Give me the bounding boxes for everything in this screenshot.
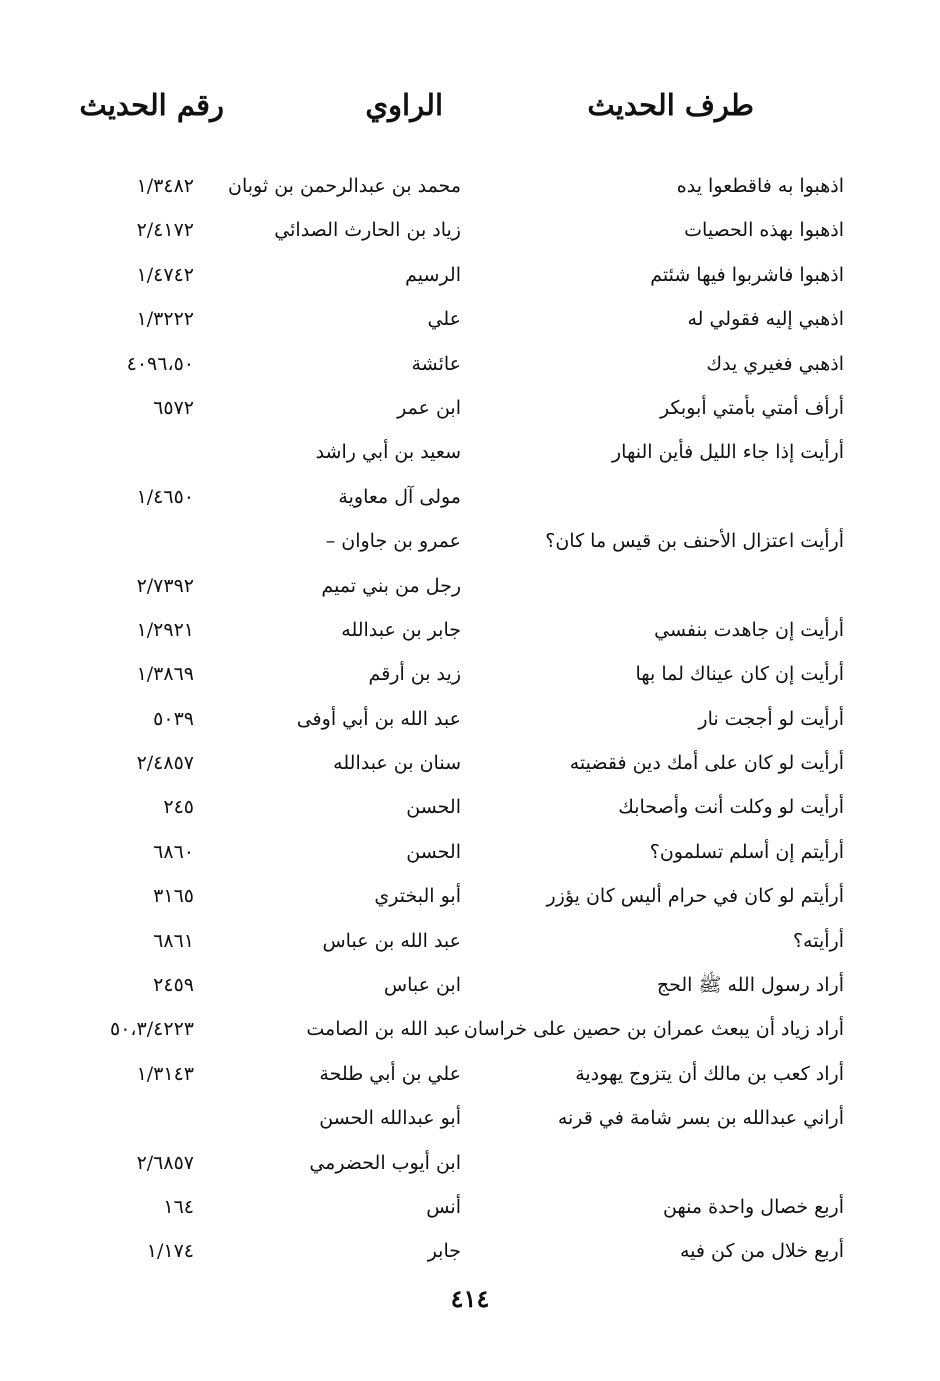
hadith-number-cell: ٥٠،٣/٤٢٢٣ (110, 1018, 194, 1041)
table-row (0, 1187, 940, 1231)
table-row (0, 388, 940, 432)
narrator-cell: علي بن أبي طلحة (319, 1062, 461, 1085)
narrator-cell: عمرو بن جاوان – (325, 530, 461, 553)
narrator-cell: زياد بن الحارث الصدائي (274, 219, 461, 242)
narrator-cell: الرسيم (405, 263, 461, 286)
hadith-cell: أرأيتم إن أسلم تسلمون؟ (649, 840, 844, 863)
narrator-cell: عبد الله بن أبي أوفى (296, 707, 461, 730)
hadith-number-cell: ٦٨٦٠ (153, 840, 194, 863)
hadith-number-cell: ٦٥٧٢ (153, 396, 194, 419)
hadith-number-cell: ١/٣٨٦٩ (136, 663, 194, 686)
table-row (0, 566, 940, 610)
hadith-number-cell: ٢/٦٨٥٧ (136, 1151, 194, 1174)
hadith-cell: اذهبوا فاشربوا فيها شئتم (650, 263, 844, 286)
hadith-number-cell: ٣١٦٥ (153, 885, 194, 908)
narrator-cell: عائشة (411, 352, 461, 375)
column-header-number: رقم الحديث (79, 88, 224, 122)
table-row (0, 610, 940, 654)
narrator-cell: أبو البختري (374, 885, 461, 908)
narrator-cell: أبو عبدالله الحسن (319, 1107, 461, 1130)
hadith-number-cell: ٢/٤٨٥٧ (136, 752, 194, 775)
table-row (0, 965, 940, 1009)
narrator-cell: رجل من بني تميم (321, 574, 461, 597)
table-row (0, 921, 940, 965)
table-row (0, 876, 940, 920)
hadith-cell: أربع خلال من كن فيه (679, 1240, 844, 1263)
table-row (0, 1231, 940, 1275)
hadith-cell: اذهبوا به فاقطعوا يده (676, 175, 844, 197)
hadith-cell: أرأيتم لو كان في حرام أليس كان يؤزر (546, 885, 844, 908)
hadith-number-cell: ١/٤٧٤٢ (136, 263, 194, 286)
hadith-cell: أراد كعب بن مالك أن يتزوج يهودية (575, 1062, 844, 1085)
narrator-cell: محمد بن عبدالرحمن بن ثوبان (228, 175, 461, 197)
hadith-cell: أرأيته؟ (792, 929, 844, 952)
narrator-cell: عبد الله بن الصامت (306, 1018, 461, 1041)
hadith-cell: أراد زياد أن يبعث عمران بن حصين على خراسان (463, 1018, 844, 1041)
hadith-number-cell: ١/٣١٤٣ (136, 1062, 194, 1085)
hadith-number-cell: ١/٢٩٢١ (136, 618, 194, 641)
hadith-number-cell: ٤٠٩٦،٥٠ (126, 352, 194, 375)
narrator-cell: الحسن (406, 796, 461, 819)
table-row (0, 299, 940, 343)
hadith-cell: أرأيت إن كان عيناك لما بها (635, 663, 844, 686)
table-row (0, 1054, 940, 1098)
narrator-cell: ابن أيوب الحضرمي (309, 1151, 461, 1174)
hadith-cell: أراد رسول الله ﷺ الحج (656, 974, 844, 997)
hadith-cell: أرأيت لو وكلت أنت وأصحابك (618, 796, 844, 819)
table-row (0, 1143, 940, 1187)
hadith-number-cell: ٢/٤١٧٢ (136, 219, 194, 242)
hadith-number-cell: ١٦٤ (163, 1195, 194, 1218)
table-row (0, 832, 940, 876)
hadith-number-cell: ٢٤٥ (163, 796, 194, 819)
hadith-number-cell: ١/١٧٤ (146, 1240, 194, 1263)
hadith-cell: اذهبوا بهذه الحصيات (684, 219, 844, 242)
hadith-cell: أراني عبدالله بن بسر شامة في قرنه (557, 1107, 844, 1130)
column-header-narrator: الراوي (365, 88, 443, 122)
hadith-number-cell: ٦٨٦١ (153, 929, 194, 952)
hadith-cell: اذهبي فغيري يدك (706, 352, 844, 375)
narrator-cell: مولى آل معاوية (338, 485, 461, 508)
narrator-cell: علي (427, 308, 461, 331)
hadith-number-cell: ١/٣٢٢٢ (136, 308, 194, 331)
column-header-hadith: طرف الحديث (587, 88, 754, 122)
hadith-number-cell: ٥٠٣٩ (153, 707, 194, 730)
table-row (0, 743, 940, 787)
hadith-number-cell: ١/٣٤٨٢ (136, 175, 194, 197)
hadith-cell: أرأف أمتي بأمتي أبوبكر (659, 396, 844, 419)
hadith-cell: أرأيت إن جاهدت بنفسي (654, 618, 844, 641)
hadith-cell: أرأيت اعتزال الأحنف بن قيس ما كان؟ (545, 530, 844, 553)
narrator-cell: الحسن (406, 840, 461, 863)
narrator-cell: سنان بن عبدالله (333, 752, 461, 775)
index-table (0, 166, 940, 1276)
table-row (0, 654, 940, 698)
table-row (0, 787, 940, 831)
hadith-cell: أرأيت لو كان على أمك دين فقضيته (569, 752, 844, 775)
table-row (0, 344, 940, 388)
narrator-cell: زيد بن أرقم (368, 663, 461, 686)
narrator-cell: سعيد بن أبي راشد (315, 441, 461, 464)
narrator-cell: جابر بن عبدالله (341, 618, 461, 641)
narrator-cell: عبد الله بن عباس (322, 929, 461, 952)
table-row (0, 432, 940, 476)
narrator-cell: ابن عمر (397, 396, 461, 419)
table-row (0, 1009, 940, 1053)
narrator-cell: أنس (426, 1195, 461, 1218)
narrator-cell: جابر (427, 1240, 461, 1263)
table-row (0, 210, 940, 254)
hadith-number-cell: ٢/٧٣٩٢ (136, 574, 194, 597)
narrator-cell: ابن عباس (383, 974, 461, 997)
hadith-number-cell: ١/٤٦٥٠ (136, 485, 194, 508)
hadith-number-cell: ٢٤٥٩ (153, 974, 194, 997)
page-number: ٤١٤ (450, 1284, 490, 1313)
table-row (0, 699, 940, 743)
hadith-cell: أربع خصال واحدة منهن (662, 1195, 844, 1218)
hadith-cell: أرأيت إذا جاء الليل فأين النهار (612, 441, 844, 464)
hadith-cell: اذهبي إليه فقولي له (687, 308, 844, 331)
table-row (0, 255, 940, 299)
hadith-cell: أرأيت لو أججت نار (698, 707, 844, 730)
table-row (0, 1098, 940, 1142)
table-row (0, 521, 940, 565)
table-row (0, 477, 940, 521)
table-row (0, 166, 940, 210)
